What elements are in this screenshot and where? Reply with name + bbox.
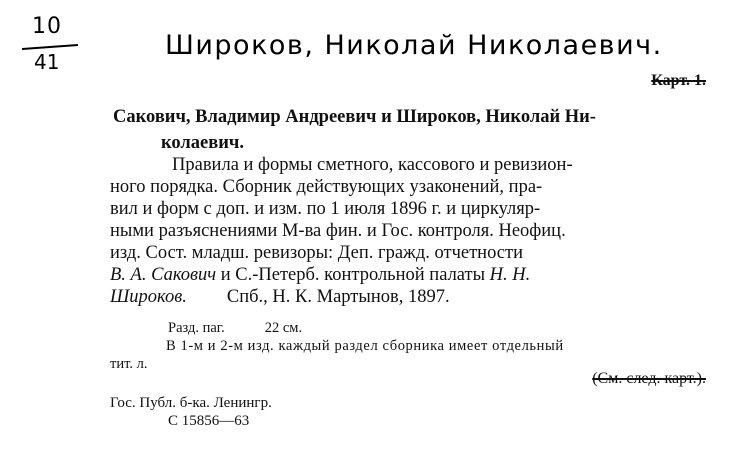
compiler-name: В. А. Сакович (110, 265, 217, 285)
publication-info: Спб., Н. К. Мартынов, 1897. (226, 287, 450, 307)
description-line: Правила и формы сметного, кассового и ревизион- (172, 155, 573, 175)
holding-info (110, 394, 272, 430)
compiler-initials: Н. Н. (489, 265, 531, 285)
authors-heading (113, 104, 713, 156)
description-line: ными разъяснениями М-ва фин. и Гос. контроля. Неофиц. (110, 221, 566, 241)
description-text: и С.-Петерб. контрольной палаты (216, 265, 490, 285)
call-number-top: 10 (32, 14, 62, 39)
book-size: 22 см. (264, 320, 303, 336)
authors-line-1: Сакович, Владимир Андреевич и Широков, Николай Ни- (113, 107, 596, 127)
authors-line-2: колаевич. (161, 133, 244, 153)
edition-note (110, 337, 710, 373)
physical-description (168, 320, 302, 337)
bibliographic-description (110, 154, 710, 308)
pagination: Разд. паг. (168, 320, 225, 336)
call-number-bottom: 41 (34, 50, 60, 74)
description-line: изд. Сост. младш. ревизоры: Деп. гражд. отчетности (110, 243, 523, 263)
note-line: В 1-м и 2-м изд. каждый раздел сборника имеет отдельный (166, 338, 564, 354)
description-line (110, 264, 710, 286)
card-number-crossed-out: Карт. 1. (651, 72, 706, 89)
see-next-card-crossed-out: (См. след. карт.). (592, 370, 706, 387)
library-name: Гос. Публ. б-ка. Ленингр. (110, 395, 272, 411)
note-line: тит. л. (110, 356, 148, 372)
compiler-surname: Широков. (110, 287, 187, 307)
description-line (110, 286, 710, 308)
handwritten-heading: Широков, Николай Николаевич. (165, 30, 663, 61)
description-line: ного порядка. Сборник действующих узаконений, пра- (110, 177, 543, 197)
description-line: вил и форм с доп. и изм. по 1 июля 1896 г. и циркуляр- (110, 199, 541, 219)
shelfmark: С 15856—63 (168, 413, 250, 429)
